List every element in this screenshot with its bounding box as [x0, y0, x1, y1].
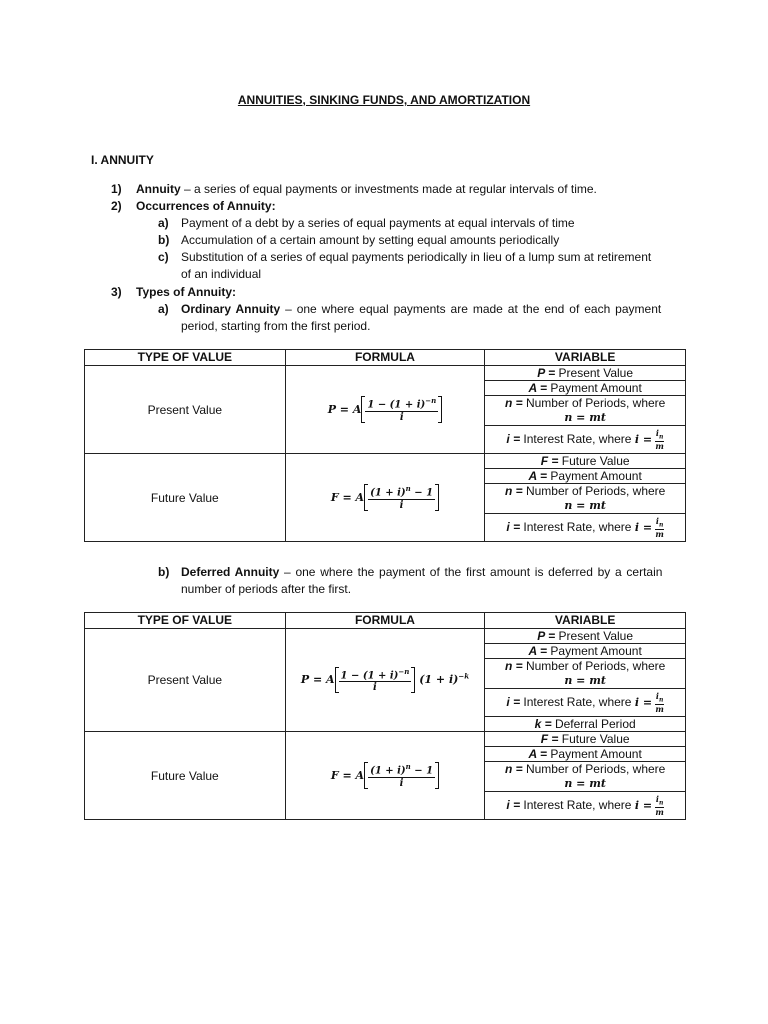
list-marker: b): [158, 233, 170, 247]
annuity-term: Annuity: [136, 182, 181, 196]
variable-cell: i = Interest Rate, where i = $\frac{i_n}{m}$: [485, 426, 686, 454]
variable-cell: n = Number of Periods, where n = mt: [485, 762, 686, 792]
deferred-definition: – one where the payment of the first amount is deferred by a certain: [279, 565, 663, 579]
occurrence-c: [158, 249, 652, 266]
formula-cell: [285, 629, 485, 732]
variable-cell: F = Future Value: [485, 732, 686, 747]
deferred-definition-continued: number of periods after the first.: [181, 582, 352, 596]
item-number: 2): [111, 199, 122, 213]
list-marker: c): [158, 250, 169, 264]
table-row: [85, 629, 686, 644]
section-heading: I. ANNUITY: [91, 153, 154, 167]
list-marker: a): [158, 302, 169, 316]
formula-cell: [285, 732, 485, 820]
item-number: 1): [111, 182, 122, 196]
ordinary-definition-continued: period, starting from the first period.: [181, 319, 371, 333]
occurrence-text: Payment of a debt by a series of equal payments at equal intervals of time: [181, 216, 575, 230]
item-occurrences: [111, 198, 276, 215]
header-type: TYPE OF VALUE: [85, 350, 286, 366]
ordinary-annuity: [158, 301, 662, 318]
header-formula: FORMULA: [285, 613, 485, 629]
type-cell: Future Value: [85, 454, 286, 542]
header-formula: FORMULA: [285, 350, 485, 366]
variable-cell: F = Future Value: [485, 454, 686, 469]
type-cell: Future Value: [85, 732, 286, 820]
occurrence-b: [158, 232, 560, 249]
deferred-annuity-table: [84, 612, 686, 820]
table-row: [85, 366, 686, 381]
variable-cell: A = Payment Amount: [485, 469, 686, 484]
formula-cell: [285, 454, 485, 542]
deferred-annuity: [158, 564, 663, 581]
occurrences-heading: Occurrences of Annuity:: [136, 199, 276, 213]
variable-cell: A = Payment Amount: [485, 747, 686, 762]
table-header-row: [85, 350, 686, 366]
variable-cell: i = Interest Rate, where i = $\frac{i_n}{m}$: [485, 689, 686, 717]
table-row: [85, 454, 686, 469]
item-annuity: [111, 181, 597, 198]
ordinary-definition: – one where equal payments are made at the end of each payment: [280, 302, 662, 316]
variable-cell: A = Payment Amount: [485, 644, 686, 659]
annuity-definition: – a series of equal payments or investments made at regular intervals of time.: [180, 182, 597, 196]
variable-cell: i = Interest Rate, where i = $\frac{i_n}{m}$: [485, 792, 686, 820]
occurrence-text: Substitution of a series of equal payments periodically in lieu of a lump sum at retirement: [181, 250, 652, 264]
table-header-row: [85, 613, 686, 629]
table-row: [85, 732, 686, 747]
occurrence-a: [158, 215, 575, 232]
header-variable: VARIABLE: [485, 350, 686, 366]
variable-cell: P = Present Value: [485, 629, 686, 644]
variable-cell: A = Payment Amount: [485, 381, 686, 396]
variable-cell: n = Number of Periods, where n = mt: [485, 396, 686, 426]
list-marker: b): [158, 565, 170, 579]
formula-deferred-future-value: F = A $\frac{(1 + i)^n - 1}{i}$: [331, 769, 439, 782]
ordinary-term: Ordinary Annuity: [181, 302, 281, 316]
formula-future-value: F = A $\frac{(1 + i)^n - 1}{i}$: [331, 491, 439, 504]
item-number: 3): [111, 285, 122, 299]
variable-cell: P = Present Value: [485, 366, 686, 381]
occurrence-text: Accumulation of a certain amount by setting equal amounts periodically: [181, 233, 560, 247]
variable-cell: n = Number of Periods, where n = mt: [485, 484, 686, 514]
item-types: [111, 284, 236, 301]
formula-present-value: P = A $\frac{1 - (1 + i)^{-n}}{i}$: [328, 403, 443, 416]
variable-cell: i = Interest Rate, where i = $\frac{i_n}{m}$: [485, 514, 686, 542]
variable-cell: k = Deferral Period: [485, 717, 686, 732]
occurrence-c-continued: of an individual: [181, 267, 262, 281]
deferred-term: Deferred Annuity: [181, 565, 280, 579]
header-variable: VARIABLE: [485, 613, 686, 629]
type-cell: Present Value: [85, 629, 286, 732]
formula-cell: [285, 366, 485, 454]
type-cell: Present Value: [85, 366, 286, 454]
ordinary-annuity-table: [84, 349, 686, 542]
document-title: ANNUITIES, SINKING FUNDS, AND AMORTIZATION: [237, 93, 531, 107]
header-type: TYPE OF VALUE: [85, 613, 286, 629]
formula-deferred-present-value: P = A $\frac{1 - (1 + i)^{-n}}{i}$ $(1 + i)^{-k}$: [300, 666, 470, 694]
types-heading: Types of Annuity:: [136, 285, 236, 299]
list-marker: a): [158, 216, 169, 230]
variable-cell: n = Number of Periods, where n = mt: [485, 659, 686, 689]
